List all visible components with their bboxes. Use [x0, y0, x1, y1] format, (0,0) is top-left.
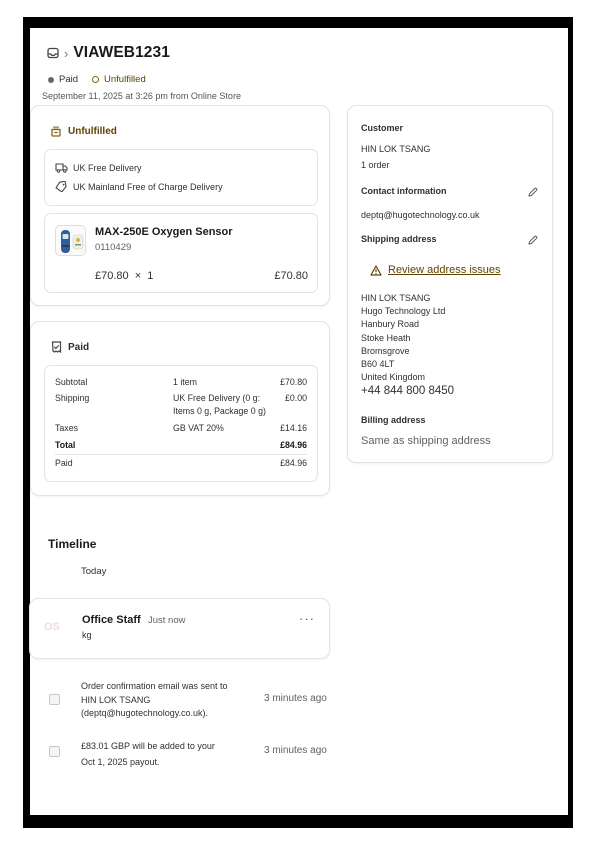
shipping-address-label: Shipping address — [361, 234, 437, 244]
comment-body: kg — [82, 630, 92, 640]
customer-name-link[interactable]: HIN LOK TSANG — [361, 144, 431, 154]
subtotal-detail: 1 item — [173, 377, 197, 387]
total-label: Total — [55, 440, 76, 450]
paid-label: Paid — [55, 458, 73, 468]
subtotal-amount: £70.80 — [280, 377, 307, 387]
address-line: HIN LOK TSANG — [361, 293, 431, 303]
review-address-issues-text[interactable]: Review address issues — [388, 264, 501, 276]
product-thumbnail[interactable] — [55, 225, 86, 256]
event-text-line: HIN LOK TSANG — [81, 694, 151, 705]
product-sku: 0110429 — [95, 242, 132, 253]
page-header — [47, 44, 170, 62]
customer-label: Customer — [361, 123, 404, 133]
payment-status-badge — [48, 74, 78, 85]
edit-shipping-pencil-icon[interactable] — [527, 235, 538, 249]
billing-address-value: Same as shipping address — [361, 435, 491, 447]
summary-divider — [55, 454, 307, 455]
contact-info-label: Contact information — [361, 186, 447, 196]
tag-icon — [55, 181, 68, 192]
address-line: Stoke Heath — [361, 332, 411, 343]
fulfillment-status-label: Unfulfilled — [104, 74, 146, 85]
truck-icon — [55, 162, 68, 173]
delivery-note-row — [55, 181, 223, 192]
payment-title-text: Paid — [68, 341, 90, 353]
edit-contact-pencil-icon[interactable] — [527, 187, 538, 201]
fulfillment-card-title — [50, 125, 117, 137]
shipping-address-block — [361, 292, 445, 384]
payment-card — [30, 321, 330, 496]
line-item-box — [44, 213, 318, 293]
customer-email[interactable]: deptq@hugotechnology.co.uk — [361, 210, 480, 220]
shipping-amount: £0.00 — [284, 393, 307, 403]
product-line-total: £70.80 — [274, 270, 308, 282]
more-actions-icon[interactable]: ··· — [299, 611, 315, 626]
status-badges — [48, 74, 146, 85]
event-text-line: (deptq@hugotechnology.co.uk). — [81, 708, 209, 718]
taxes-label: Taxes — [55, 423, 78, 433]
payout-event-icon — [49, 746, 60, 757]
timeline-title: Timeline — [48, 537, 97, 551]
fulfillment-title-text: Unfulfilled — [68, 125, 117, 137]
fulfillment-card — [30, 105, 330, 306]
comment-time: Just now — [148, 615, 186, 626]
customer-card — [347, 105, 553, 463]
review-address-issues-link[interactable] — [370, 264, 501, 276]
order-date-source: September 11, 2025 at 3:26 pm from Online Store — [42, 91, 241, 101]
event-time: 3 minutes ago — [264, 745, 327, 756]
delivery-method-label: UK Free Delivery — [73, 162, 142, 173]
shipping-detail-line-2: Items 0 g, Package 0 g) — [173, 406, 266, 416]
product-price-quantity: £70.80 × 1 — [95, 270, 154, 282]
customer-phone: +44 844 800 8450 — [361, 385, 455, 397]
taxes-detail: GB VAT 20% — [173, 423, 224, 433]
comment-author: Office Staff — [82, 614, 141, 626]
delivery-note-label: UK Mainland Free of Charge Delivery — [73, 181, 223, 192]
address-line: United Kingdom — [361, 372, 426, 383]
event-text-line: Oct 1, 2025 payout. — [81, 757, 160, 767]
timeline-day-label: Today — [81, 566, 107, 577]
payment-status-label: Paid — [59, 74, 79, 85]
event-time: 3 minutes ago — [264, 693, 327, 704]
total-amount: £84.96 — [280, 440, 307, 450]
warning-triangle-icon — [370, 265, 382, 276]
filled-dot-icon — [48, 77, 54, 83]
address-line: B60 4LT — [361, 359, 395, 370]
package-warning-icon — [50, 125, 62, 137]
shipping-detail-line-1: UK Free Delivery (0 g: — [173, 393, 261, 403]
fulfillment-status-badge — [92, 74, 146, 85]
event-text-line: Order confirmation email was sent to — [81, 681, 228, 691]
subtotal-label: Subtotal — [55, 377, 88, 387]
taxes-amount: £14.16 — [280, 423, 307, 433]
address-line: Hugo Technology Ltd — [361, 306, 446, 317]
breadcrumb-separator-icon: › — [64, 45, 69, 61]
delivery-method-row — [55, 162, 142, 173]
receipt-check-icon — [51, 341, 62, 353]
avatar: OS — [44, 621, 60, 633]
payment-card-title — [51, 341, 89, 353]
event-text-line: £83.01 GBP will be added to your — [81, 741, 215, 751]
billing-address-label: Billing address — [361, 415, 426, 425]
paid-amount: £84.96 — [280, 458, 307, 468]
timeline-comment — [29, 598, 330, 659]
email-event-icon — [49, 694, 60, 705]
address-line: Hanbury Road — [361, 319, 420, 330]
order-title: VIAWEB1231 — [73, 44, 170, 61]
product-name[interactable]: MAX-250E Oxygen Sensor — [95, 226, 233, 238]
ring-dot-icon — [92, 76, 99, 83]
customer-order-count[interactable]: 1 order — [361, 160, 390, 170]
address-line: Bromsgrove — [361, 345, 410, 356]
shipping-label: Shipping — [55, 393, 90, 403]
payment-summary-box — [44, 365, 318, 482]
inbox-icon[interactable] — [47, 47, 59, 59]
delivery-method-box — [44, 149, 318, 206]
timeline-event-email — [81, 680, 253, 721]
timeline-event-payout — [81, 738, 253, 770]
